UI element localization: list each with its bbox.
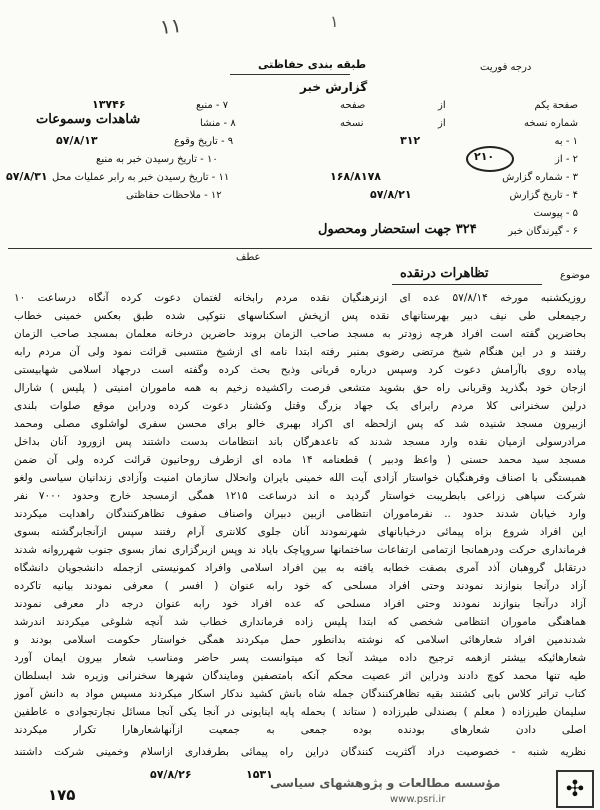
body-line: نظریه شنبه - خصوصیت دراد آکثریت کنندگان دراین راه پیمائی بطرفداری ازاسلام وخمینی شرکت داشتند — [14, 746, 586, 758]
priority-label: درجه فوریت — [480, 62, 532, 73]
right-field-to-label: ۱ - به — [554, 136, 578, 147]
left-field-received-ops-label: ۱۱ - تاریخ رسیدن خبر به رابر عملیات محل — [52, 172, 230, 183]
body-line: مسجد سید محمد حسنی ( واعظ ودبیر ) قطعنامه ۱۴ ماده ای ازطرف روحانیون قرائت کرده ولی آن ضمن — [14, 454, 586, 466]
header-divider — [8, 248, 592, 249]
handwritten-circle — [466, 146, 514, 172]
archive-url: www.psri.ir — [390, 794, 446, 805]
body-line: پیاده روی باآرامش دعوت کرد وسپس درباره قربانی وذبح بحث کرده وگفته است درجهاد اسلامی شهابیستی — [14, 364, 586, 376]
body-line: هماهنگی ماموران انتظامی شخصی که ابتدا پلیس زاده فرمانداری خطاب شد آنچه شلوغی میکردند اندرشد — [14, 616, 586, 628]
body-line: رجیمعلی طی نیف دبیر بهرستانهای نقده پس ازپخش اسکناسهای نتوکپی شده طبق بعکس خمینی خطاب — [14, 310, 586, 322]
left-field-source-value: ۱۳۷۴۶ — [92, 98, 126, 111]
left-field-security-notes-label: ۱۲ - ملاحظات حفاظتی — [126, 190, 222, 201]
body-line: اصلی دادن شعارهای بودنده بوده جمعی به جمعیت ازآنهاشعارهارا تکرار میکردند — [14, 724, 586, 736]
classification-label: طبقه بندی حفاظتی — [258, 58, 367, 71]
body-line: شدندمین افراد شعارهائی اسلامی که نوشته بدانطور حمل میکردند همگی خواستار حکومت اسلامی بودند و — [14, 634, 586, 646]
body-line: رفتند و در این هنگام شیخ مرتضی رضوی بمنبر رفته ابتدا نامه ای ازشیخ منتسبی قرائت نمود ولی آن مردم رابه — [14, 346, 586, 358]
left-field-origin-label: ۸ - منشا — [200, 118, 236, 129]
right-field-copy-end: نسخه — [340, 118, 364, 129]
right-field-report-date-label: ۴ - تاریخ گزارش — [509, 190, 578, 201]
subject-underline — [392, 284, 542, 285]
footer-date-note: ۵۷/۸/۲۶ — [150, 768, 192, 781]
subject-value: تظاهرات درنقده — [400, 266, 489, 281]
body-line: این افراد شروع بزاه پیمائی درخیابانهای شهرنمودند آنان جلوی کلانتری آرام رفتند سپس ازآنجابرگشته بسوی — [14, 526, 586, 538]
right-field-report-no-label: ۳ - شماره گزارش — [502, 172, 578, 183]
body-line: شرکت سپاهی زراعی بابطریبت خواستار گردید ه اند درساعت ۱۲۱۵ همگی ازمسجد خارج وحدود ۷۰۰۰ نفر — [14, 490, 586, 502]
right-field-report-date-value: ۵۷/۸/۲۱ — [370, 188, 412, 201]
left-field-received-ops-value: ۵۷/۸/۳۱ — [6, 170, 48, 183]
left-field-event-date-value: ۵۷/۸/۱۳ — [56, 134, 98, 147]
archive-name: مؤسسه مطالعات و پژوهشهای سیاسی — [270, 776, 501, 790]
header-rule — [230, 74, 350, 75]
corner-mark: ۱ — [330, 12, 339, 31]
left-field-received-source-label: ۱۰ - تاریخ رسیدن خبر به منبع — [96, 154, 218, 165]
body-line: کتاب تراتر کلاس بابی کشتند بقیه تظاهرکنندگان جمله شاه بانش کشید ندکار اسکار میکردند مسپس مواد به دانش آموز — [14, 688, 586, 700]
reference-mark: عطف — [236, 252, 261, 263]
body-line: سلیمان طیرزاده ( معلم ) بصندلی طیرزاده ( ستاند ) بحمله پایه اینایونی در آنجا یکی آنجا مسائل نجارتجوادی ه عاطفین — [14, 706, 586, 718]
right-field-from-value: ۲۱۰ — [474, 150, 495, 163]
body-line: ازبیرون مسجد شنیده شد که پس ازلحظه ای اکراد بهبری خالو برای محسن سفری لواشلوی مصلی ومحمد — [14, 418, 586, 430]
page-number: ۱۷۵ — [48, 786, 76, 804]
body-line: مرادرسولی ازمیان نقده وارد مسجد شدند که تاعدهرگان باند انتظامات بدست داشتند پس ازورود آنان بداخل — [14, 436, 586, 448]
left-field-source-label: ۷ - منبع — [196, 100, 229, 111]
body-line: ازجان خود بگذرید وقربانی راه حق بشوید متشعی فرصت راکشیده زخیم به همه ماموران امنیتی ( پلیس ) شارال — [14, 382, 586, 394]
subject-label: موضوع — [560, 270, 591, 281]
body-line: بحاضرین گفته است افراد هرچه زودتر به مسجد صاحب الزمان بروند حاضرین درخانه معلمان بمسجد صاحب الزمان — [14, 328, 586, 340]
right-field-copy-of: از — [438, 118, 446, 129]
right-field-page-end: صفحه — [340, 100, 366, 111]
body-line: فرمانداری حرکت ودرهمانجا ازتمامی ارتفاعات ساختمانها سروپاچک بایاد ند وپس ازبرگزاری نماز بسوی جنوب شهرروانه شدند — [14, 544, 586, 556]
body-line: روزیکشنبه مورخه ۵۷/۸/۱۴ عده ای ازنرهنگیان نقده مردم رابخانه لغتمان دعوت کرده آنگاه درساعت ۱۰ — [14, 292, 586, 304]
right-field-copy: شماره نسخه — [524, 118, 578, 129]
right-field-recipients-value: ۳۲۴ جهت استحضار ومحصول — [318, 222, 477, 237]
right-field-page: صفحة یکم — [534, 100, 578, 111]
body-line: درتقابل گروهبان آذد آمری بصفت خطابه یافته به بین افراد اسلامی وافراد کمونیستی ازجمله دانشجویان دانشگاه — [14, 562, 586, 574]
footer-reference: ۱۵۳۱ — [246, 768, 273, 781]
right-field-recipients-label: ۶ - گیرندگان خبر — [508, 226, 578, 237]
body-line: آزاد درآنجا بنوازند نمودند وحتی افراد مسلحی که عده افراد خود رابه عنوان درجه دار معرفی نمودند — [14, 598, 586, 610]
handwritten-stamp-mark: ۱۱ — [158, 12, 183, 40]
right-field-attachment-label: ۵ - پیوست — [533, 208, 578, 219]
body-line: درلین سخنرانی کلا مردم رابرای یک جهاد بزرگ وقتل وکشتار دعوت کرده ودراین موقع صلوات بلندی — [14, 400, 586, 412]
right-field-page-of: از — [438, 100, 446, 111]
left-field-event-date-label: ۹ - تاریخ وقوع — [174, 136, 234, 147]
body-line: وارد خیابان شدند حدود .. نفرماموران انتظامی ازبین دبیران واصناف صفوف تظاهرکنندگان راهدایت میکردند — [14, 508, 586, 520]
report-title: گزارش خبر — [300, 80, 368, 94]
right-field-to-value: ۳۱۲ — [400, 134, 421, 147]
body-line: طیه تنها محمد کوچ دادند ودراین اثر عصیت محکم آنکه بامتصفین ومایندگان شهرها سخنرانی وزیره شد ابسلطان — [14, 670, 586, 682]
body-line: همبستگی با اصناف وفرهنگیان خواستار آزادی آیت الله خمینی بایران وانحلال سازمان امنیت وآزادی زندانیان سیاسی ولغو — [14, 472, 586, 484]
body-line: شعارهائیکه بیشتر ازهمه ترجیح داده میشد آنجا که میتوانست پسر حاضر ومناسب شعار بیرون ایمان آورد — [14, 652, 586, 664]
psri-logo-icon: ✣ — [556, 770, 594, 808]
left-field-origin-value: شاهدات وسموعات — [36, 112, 141, 127]
right-field-report-no-value: ۱۶۸/۸۱۷۸ — [330, 170, 382, 183]
right-field-from-label: ۲ - از — [555, 154, 578, 165]
body-line: آزاد درآنجا بنوازند نمودند وحتی افراد مسلحی که خود رابه عنوان ( افسر ) معرفی نمودند بیانیه تاکرده — [14, 580, 586, 592]
